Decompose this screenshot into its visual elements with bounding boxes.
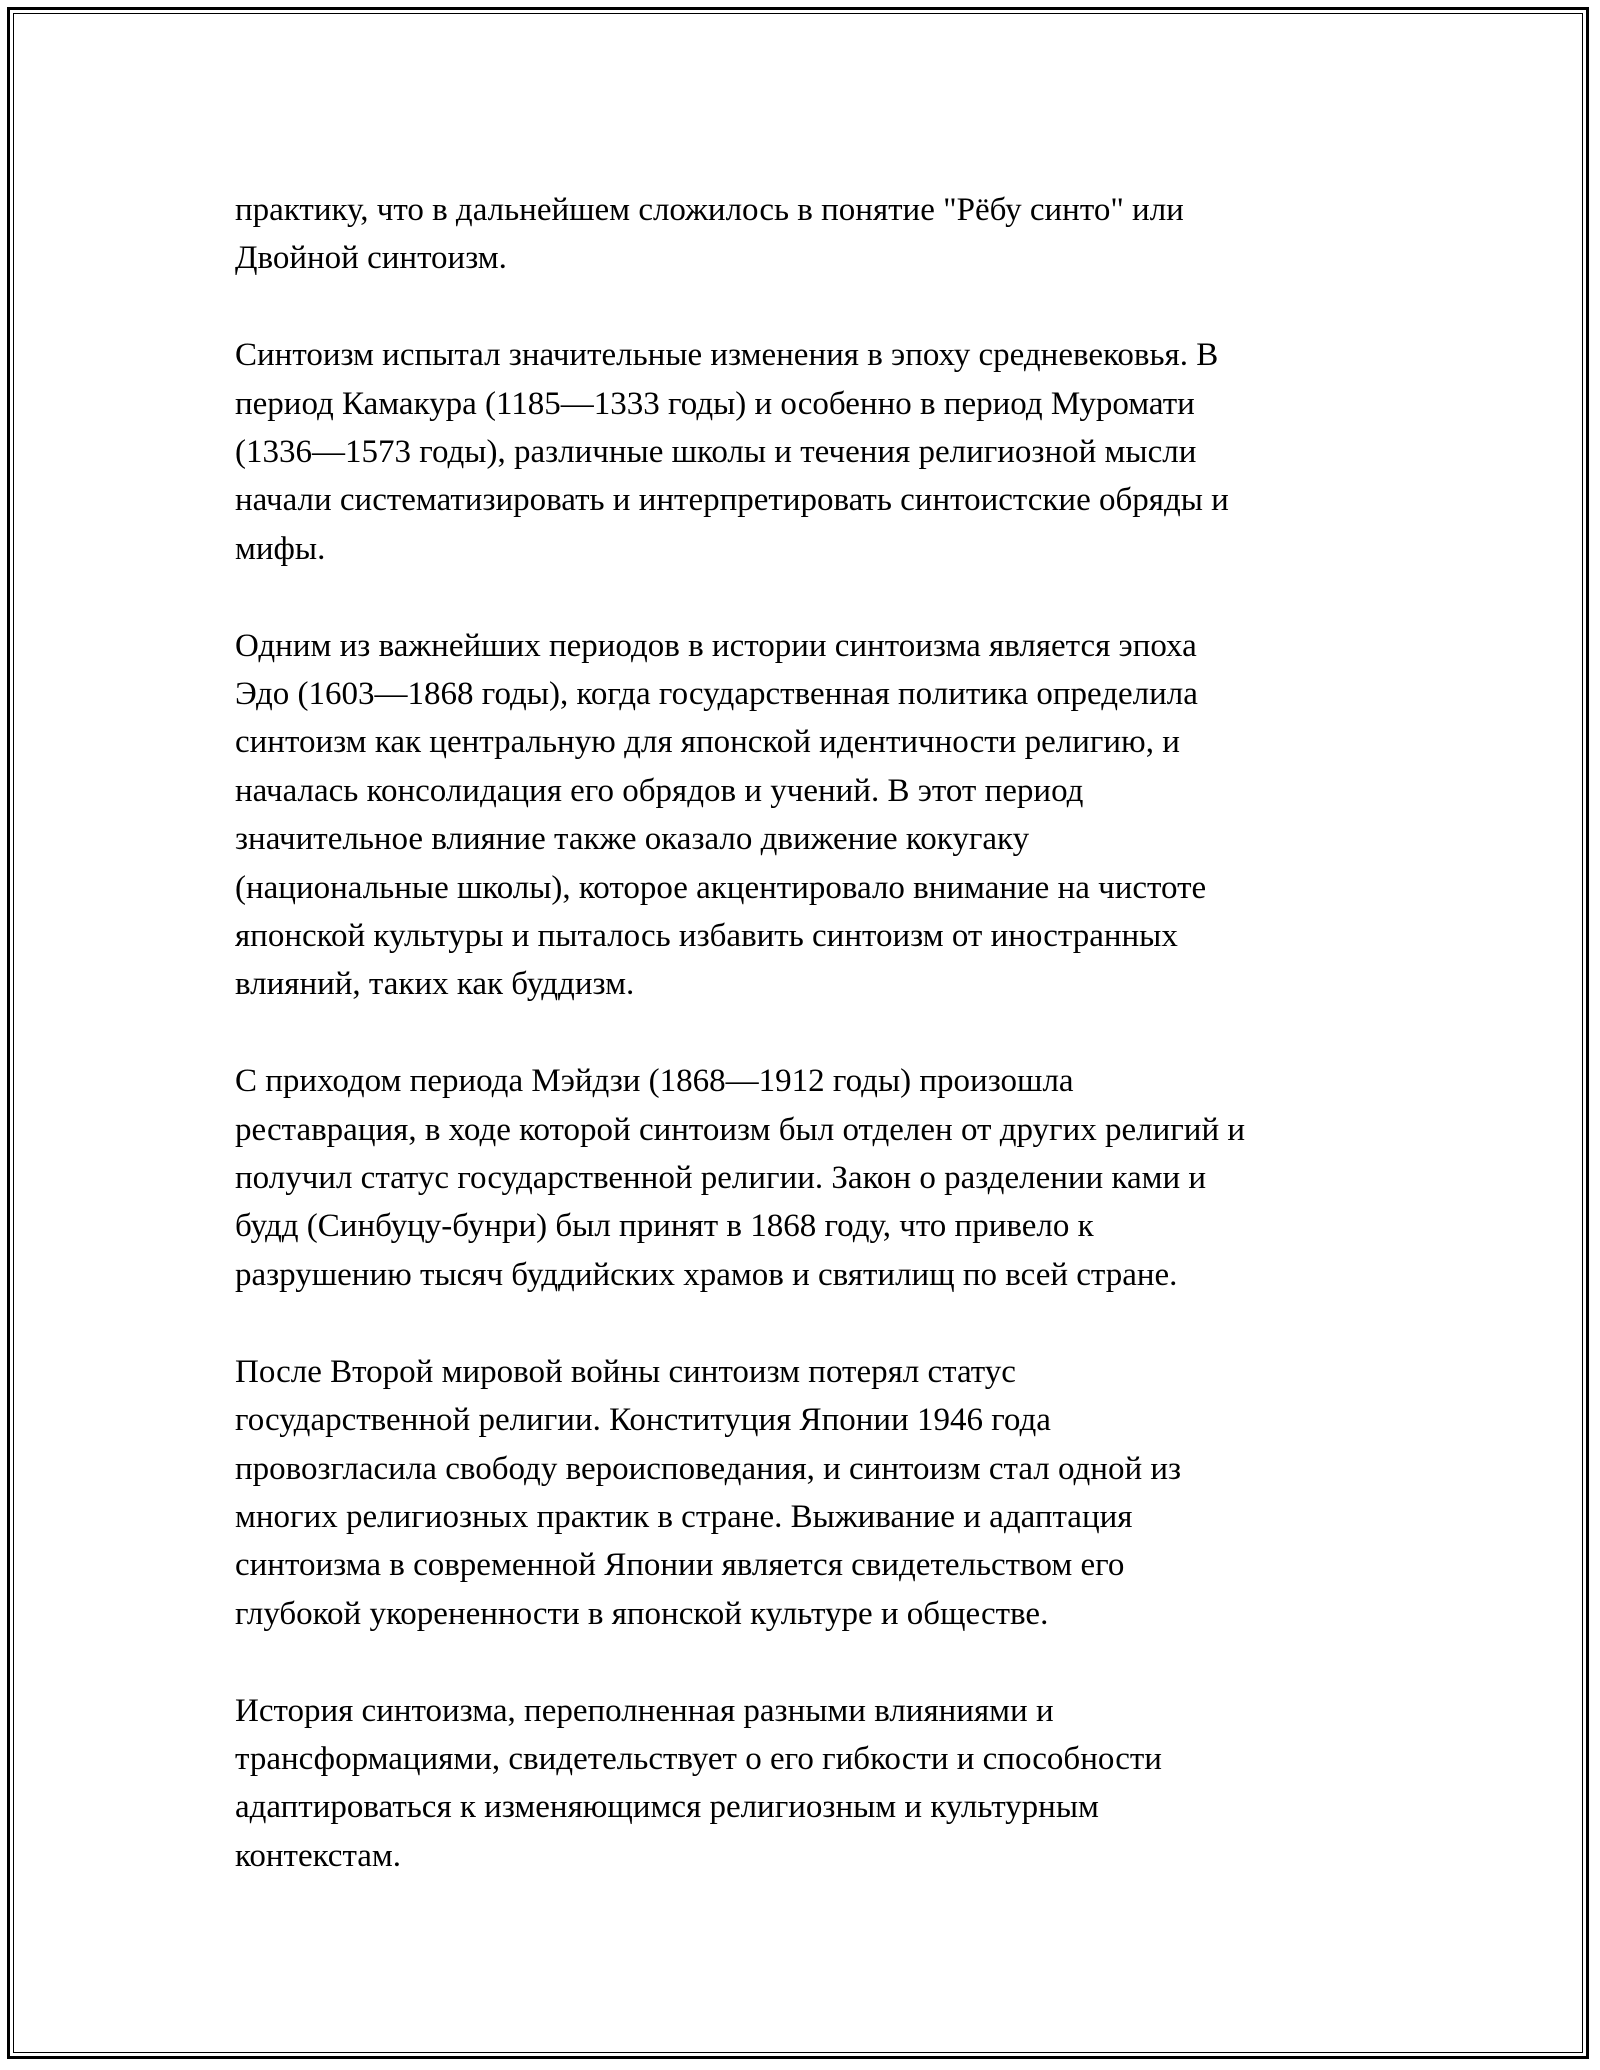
text-line: (1336—1573 годы), различные школы и течения религиозной мысли — [235, 434, 1197, 471]
document-body — [235, 186, 1405, 1929]
paragraph-5 — [235, 1348, 1405, 1638]
text-line: влияний, таких как буддизм. — [235, 966, 635, 1003]
text-line: получил статус государственной религии. Закон о разделении ками и — [235, 1160, 1207, 1197]
text-line: многих религиозных практик в стране. Выживание и адаптация — [235, 1498, 1133, 1535]
text-line: адаптироваться к изменяющимся религиозным и культурным — [235, 1789, 1099, 1826]
text-line: японской культуры и пыталось избавить синтоизм от иностранных — [235, 918, 1178, 955]
paragraph-2 — [235, 331, 1405, 573]
paragraph-3 — [235, 622, 1405, 1009]
text-line: государственной религии. Конституция Японии 1946 года — [235, 1402, 1051, 1439]
text-line: реставрация, в ходе которой синтоизм был отделен от других религий и — [235, 1111, 1246, 1148]
text-line: глубокой укорененности в японской культуре и обществе. — [235, 1595, 1049, 1632]
text-line: Двойной синтоизм. — [235, 240, 507, 277]
paragraph-1 — [235, 186, 1405, 283]
text-line: синтоизм как центральную для японской идентичности религию, и — [235, 724, 1180, 761]
text-line: начали систематизировать и интерпретировать синтоистские обряды и — [235, 482, 1229, 519]
text-line: практику, что в дальнейшем сложилось в понятие "Рёбу синто" или — [235, 192, 1184, 228]
text-line: История синтоизма, переполненная разными влияниями и — [235, 1692, 1054, 1729]
text-line: началась консолидация его обрядов и учений. В этот период — [235, 772, 1084, 809]
text-line: Эдо (1603—1868 годы), когда государственная политика определила — [235, 676, 1198, 713]
text-line: трансформациями, свидетельствует о его гибкости и способности — [235, 1740, 1162, 1777]
paragraph-6 — [235, 1687, 1405, 1881]
text-line: мифы. — [235, 530, 326, 567]
text-line: период Камакура (1185—1333 годы) и особенно в период Муромати — [235, 385, 1195, 422]
text-line: Одним из важнейших периодов в истории синтоизма является эпоха — [235, 627, 1197, 664]
text-line: (национальные школы), которое акцентировало внимание на чистоте — [235, 869, 1207, 906]
text-line: провозгласила свободу вероисповедания, и синтоизм стал одной из — [235, 1450, 1182, 1487]
text-line: синтоизма в современной Японии является свидетельством его — [235, 1547, 1125, 1584]
text-line: С приходом периода Мэйдзи (1868—1912 годы) произошла — [235, 1063, 1074, 1100]
text-line: будд (Синбуцу-бунри) был принят в 1868 году, что привело к — [235, 1208, 1094, 1245]
text-line: разрушению тысяч буддийских храмов и святилищ по всей стране. — [235, 1256, 1178, 1293]
text-line: После Второй мировой войны синтоизм потерял статус — [235, 1353, 1016, 1390]
text-line: контекстам. — [235, 1837, 402, 1874]
paragraph-4 — [235, 1057, 1405, 1299]
text-line: Синтоизм испытал значительные изменения в эпоху средневековья. В — [235, 337, 1219, 374]
text-line: значительное влияние также оказало движение кокугаку — [235, 821, 1030, 858]
